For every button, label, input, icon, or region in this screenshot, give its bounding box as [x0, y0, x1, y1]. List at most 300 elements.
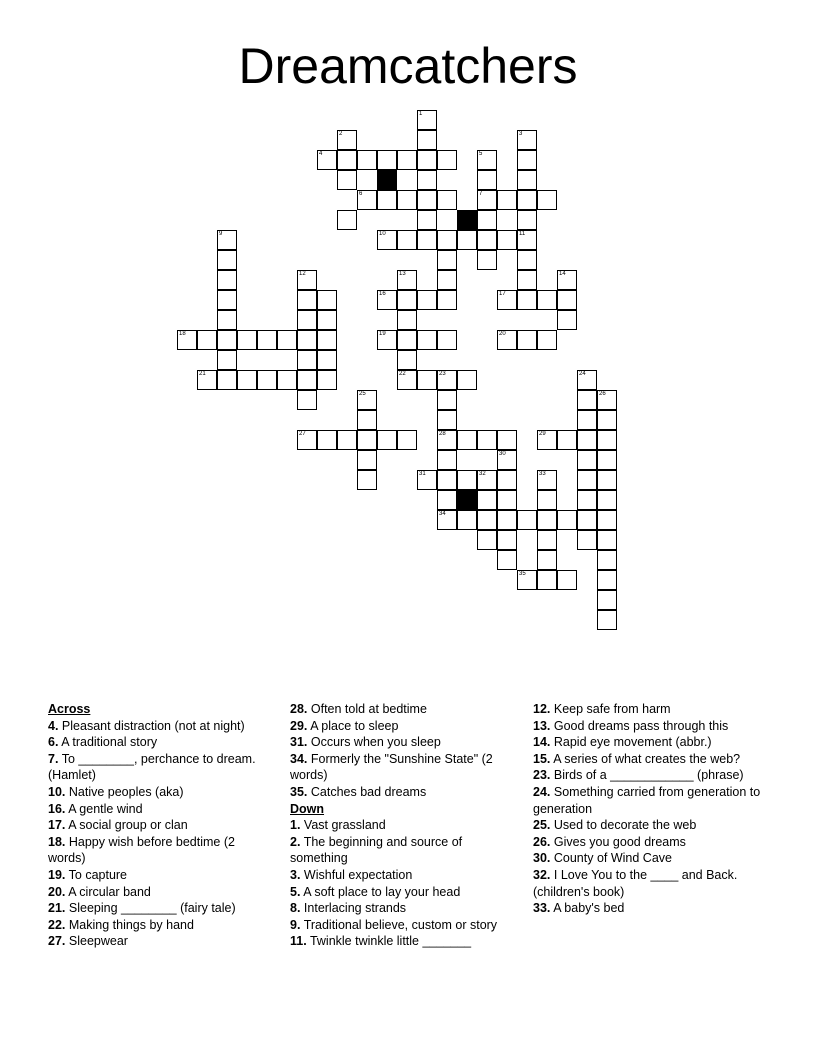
clue-number-label: 3. [290, 867, 301, 882]
grid-cell[interactable] [357, 450, 377, 470]
grid-cell[interactable] [297, 390, 317, 410]
grid-cell[interactable] [577, 450, 597, 470]
grid-cell[interactable] [457, 370, 477, 390]
grid-cell[interactable] [417, 130, 437, 150]
grid-cell[interactable] [597, 490, 617, 510]
clue-number: 34 [439, 511, 446, 517]
clue-number-label: 26. [533, 834, 551, 849]
clue-number: 31 [419, 471, 426, 477]
clue-number: 35 [519, 571, 526, 577]
clue-number-label: 29. [290, 718, 308, 733]
grid-cell[interactable] [497, 330, 517, 350]
grid-cell[interactable] [317, 150, 337, 170]
grid-cell[interactable] [337, 130, 357, 150]
grid-cell[interactable] [437, 270, 457, 290]
grid-cell[interactable] [417, 170, 437, 190]
clue-number: 10 [379, 231, 386, 237]
grid-cell[interactable] [597, 410, 617, 430]
grid-cell[interactable] [517, 290, 537, 310]
grid-cell[interactable] [437, 290, 457, 310]
clue-number-label: 12. [533, 702, 551, 716]
grid-cell[interactable] [437, 150, 457, 170]
grid-cell[interactable] [597, 590, 617, 610]
clue-item [290, 917, 518, 934]
clue-number-label: 18. [48, 834, 66, 849]
grid-cell[interactable] [457, 470, 477, 490]
clue-text: Sleeping ________ (fairy tale) [68, 901, 236, 916]
grid-cell[interactable] [337, 210, 357, 230]
clue-number: 21 [199, 371, 206, 377]
grid-cell[interactable] [457, 430, 477, 450]
down-heading: Down [290, 801, 325, 816]
grid-cell[interactable] [317, 350, 337, 370]
grid-cell[interactable] [597, 550, 617, 570]
grid-cell[interactable] [557, 510, 577, 530]
clue-item [533, 701, 773, 718]
clue-item [290, 933, 518, 950]
grid-cell[interactable] [337, 150, 357, 170]
clue-text: Native peoples (aka) [68, 784, 184, 799]
clue-item [290, 834, 518, 867]
grid-cell[interactable] [277, 370, 297, 390]
grid-cell[interactable] [477, 430, 497, 450]
grid-cell[interactable] [337, 170, 357, 190]
grid-cell[interactable] [397, 150, 417, 170]
clue-number-label: 34. [290, 751, 308, 766]
clue-number: 4 [319, 151, 323, 157]
grid-cell[interactable] [217, 250, 237, 270]
grid-cell[interactable] [217, 230, 237, 250]
clue-item [290, 701, 518, 718]
grid-cell[interactable] [477, 250, 497, 270]
clue-number: 26 [599, 391, 606, 397]
grid-cell[interactable] [217, 270, 237, 290]
clue-number: 29 [539, 431, 546, 437]
clue-number: 33 [539, 471, 546, 477]
grid-cell[interactable] [437, 390, 457, 410]
clue-item [533, 751, 773, 768]
clue-number: 32 [479, 471, 486, 477]
grid-cell[interactable] [397, 330, 417, 350]
clue-text: Catches bad dreams [310, 784, 427, 799]
grid-cell[interactable] [477, 190, 497, 210]
grid-cell[interactable] [437, 190, 457, 210]
grid-cell[interactable] [477, 490, 497, 510]
clue-number: 30 [499, 451, 506, 457]
clue-text: Interlacing strands [303, 901, 407, 916]
grid-cell[interactable] [397, 230, 417, 250]
clue-number: 6 [359, 191, 363, 197]
grid-cell[interactable] [577, 390, 597, 410]
clue-number-label: 23. [533, 768, 551, 783]
grid-cell[interactable] [537, 190, 557, 210]
clue-item [48, 801, 270, 818]
clue-number: 5 [479, 151, 483, 157]
grid-cell[interactable] [317, 290, 337, 310]
grid-cell[interactable] [297, 350, 317, 370]
clue-number-label: 28. [290, 702, 308, 716]
clue-number-label: 31. [290, 735, 308, 750]
clue-item [48, 734, 270, 751]
clue-text: Formerly the "Sunshine State" (2 words) [290, 751, 493, 783]
clue-number-label: 15. [533, 751, 551, 766]
grid-cell[interactable] [417, 230, 437, 250]
grid-cell[interactable] [217, 310, 237, 330]
grid-cell[interactable] [177, 330, 197, 350]
grid-cell[interactable] [497, 470, 517, 490]
grid-cell[interactable] [397, 370, 417, 390]
grid-cell[interactable] [517, 150, 537, 170]
grid-cell[interactable] [537, 330, 557, 350]
grid-cell[interactable] [377, 230, 397, 250]
grid-cell[interactable] [417, 210, 437, 230]
clue-item [48, 917, 270, 934]
grid-cell[interactable] [437, 510, 457, 530]
grid-cell[interactable] [317, 330, 337, 350]
clue-item [290, 784, 518, 801]
clue-text: Making things by hand [68, 917, 194, 932]
grid-cell[interactable] [597, 510, 617, 530]
grid-cell[interactable] [537, 290, 557, 310]
grid-cell[interactable] [377, 290, 397, 310]
grid-cell[interactable] [517, 570, 537, 590]
grid-cell[interactable] [557, 430, 577, 450]
grid-cell[interactable] [317, 310, 337, 330]
grid-cell[interactable] [557, 310, 577, 330]
clue-number: 7 [479, 191, 483, 197]
grid-cell[interactable] [377, 330, 397, 350]
grid-cell[interactable] [477, 510, 497, 530]
grid-cell[interactable] [577, 470, 597, 490]
clue-text: To capture [68, 867, 128, 882]
clues-column-3 [533, 701, 773, 917]
clue-number-label: 19. [48, 867, 66, 882]
grid-cell[interactable] [297, 330, 317, 350]
grid-cell[interactable] [557, 570, 577, 590]
clue-text: Birds of a ____________ (phrase) [553, 768, 744, 783]
clue-number-label: 35. [290, 784, 308, 799]
clue-number: 12 [299, 271, 306, 277]
grid-cell[interactable] [437, 430, 457, 450]
clue-number-label: 7. [48, 751, 59, 766]
grid-cell[interactable] [577, 430, 597, 450]
grid-cell[interactable] [517, 130, 537, 150]
grid-cell[interactable] [437, 410, 457, 430]
clue-text: Rapid eye movement (abbr.) [553, 735, 712, 750]
clue-number: 14 [559, 271, 566, 277]
grid-cell[interactable] [217, 290, 237, 310]
grid-cell[interactable] [377, 150, 397, 170]
grid-cell[interactable] [417, 370, 437, 390]
clue-text: The beginning and source of something [290, 834, 463, 866]
grid-cell[interactable] [457, 230, 477, 250]
grid-cell[interactable] [237, 370, 257, 390]
grid-cell[interactable] [577, 530, 597, 550]
grid-cell[interactable] [437, 450, 457, 470]
grid-cell[interactable] [197, 370, 217, 390]
clue-number: 3 [519, 131, 523, 137]
puzzle-title: Dreamcatchers [238, 38, 578, 94]
grid-cell[interactable] [577, 370, 597, 390]
clue-number: 24 [579, 371, 586, 377]
clue-item [290, 817, 518, 834]
clue-text: Used to decorate the web [553, 818, 697, 833]
clue-item [48, 751, 270, 784]
grid-cell[interactable] [297, 370, 317, 390]
clue-item [290, 884, 518, 901]
grid-cell[interactable] [457, 510, 477, 530]
grid-cell[interactable] [317, 430, 337, 450]
grid-cell[interactable] [257, 370, 277, 390]
clue-text: A series of what creates the web? [553, 751, 741, 766]
clue-text: Wishful expectation [303, 867, 413, 882]
clue-item [48, 817, 270, 834]
grid-cell[interactable] [597, 450, 617, 470]
clue-item [533, 850, 773, 867]
grid-cell[interactable] [357, 390, 377, 410]
clue-number: 27 [299, 431, 306, 437]
grid-cell[interactable] [297, 290, 317, 310]
grid-cell[interactable] [597, 430, 617, 450]
clue-number-label: 25. [533, 818, 551, 833]
clue-number: 18 [179, 331, 186, 337]
clue-number-label: 9. [290, 917, 301, 932]
clue-text: I Love You to the ____ and Back. (children's book) [533, 867, 738, 899]
clue-text: Sleepwear [68, 934, 128, 949]
down-clue-list [290, 817, 518, 950]
grid-cell[interactable] [397, 190, 417, 210]
clue-item [533, 784, 773, 817]
grid-cell[interactable] [357, 190, 377, 210]
grid-cell[interactable] [517, 250, 537, 270]
clue-number: 1 [419, 111, 423, 117]
across-heading: Across [48, 702, 91, 716]
clue-number-label: 13. [533, 718, 551, 733]
grid-cell[interactable] [517, 230, 537, 250]
clue-number-label: 8. [290, 901, 301, 916]
grid-cell[interactable] [557, 290, 577, 310]
clue-text: A circular band [68, 884, 151, 899]
clue-text: County of Wind Cave [553, 851, 672, 866]
clue-text: Twinkle twinkle little _______ [309, 934, 472, 949]
grid-cell[interactable] [417, 470, 437, 490]
clue-number: 13 [399, 271, 406, 277]
grid-cell[interactable] [317, 370, 337, 390]
grid-cell[interactable] [517, 270, 537, 290]
grid-cell[interactable] [497, 530, 517, 550]
grid-cell[interactable] [517, 210, 537, 230]
clue-number-label: 32. [533, 867, 551, 882]
clue-text: Keep safe from harm [553, 702, 671, 716]
black-cell [457, 210, 477, 230]
clue-number: 11 [519, 231, 526, 237]
grid-cell[interactable] [477, 210, 497, 230]
clue-number-label: 14. [533, 735, 551, 750]
grid-cell[interactable] [537, 470, 557, 490]
grid-cell[interactable] [437, 490, 457, 510]
grid-cell[interactable] [377, 190, 397, 210]
grid-cell[interactable] [477, 230, 497, 250]
grid-cell[interactable] [397, 430, 417, 450]
grid-cell[interactable] [557, 270, 577, 290]
grid-cell[interactable] [237, 330, 257, 350]
grid-cell[interactable] [497, 450, 517, 470]
clue-text: Often told at bedtime [310, 702, 427, 716]
clue-number: 19 [379, 331, 386, 337]
clues-column-2 [290, 701, 518, 950]
clue-number: 9 [219, 231, 223, 237]
clue-number: 17 [499, 291, 506, 297]
grid-cell[interactable] [437, 370, 457, 390]
grid-cell[interactable] [477, 470, 497, 490]
grid-cell[interactable] [437, 250, 457, 270]
clue-number-label: 27. [48, 934, 66, 949]
clue-item [290, 751, 518, 784]
grid-cell[interactable] [517, 190, 537, 210]
clue-item [533, 718, 773, 735]
clue-number-label: 22. [48, 917, 66, 932]
clue-number-label: 2. [290, 834, 301, 849]
grid-cell[interactable] [497, 550, 517, 570]
grid-cell[interactable] [377, 430, 397, 450]
clue-item [48, 933, 270, 950]
clue-item [533, 767, 773, 784]
grid-cell[interactable] [537, 430, 557, 450]
clue-item [48, 834, 270, 867]
clue-number-label: 4. [48, 718, 59, 733]
clue-number: 25 [359, 391, 366, 397]
grid-cell[interactable] [417, 110, 437, 130]
grid-cell[interactable] [437, 470, 457, 490]
clue-text: Pleasant distraction (not at night) [61, 718, 245, 733]
grid-cell[interactable] [577, 510, 597, 530]
clue-number: 22 [399, 371, 406, 377]
grid-cell[interactable] [597, 390, 617, 410]
across-clue-list-continued [290, 701, 518, 801]
grid-cell[interactable] [577, 490, 597, 510]
clue-number-label: 17. [48, 818, 66, 833]
clue-number-label: 10. [48, 784, 66, 799]
clue-number-label: 24. [533, 784, 551, 799]
clue-item [533, 817, 773, 834]
clue-number-label: 16. [48, 801, 66, 816]
grid-cell[interactable] [537, 570, 557, 590]
clue-number-label: 20. [48, 884, 66, 899]
grid-cell[interactable] [597, 530, 617, 550]
clue-number-label: 1. [290, 818, 301, 833]
grid-cell[interactable] [497, 490, 517, 510]
clue-item [290, 734, 518, 751]
grid-cell[interactable] [477, 150, 497, 170]
clue-text: To ________, perchance to dream. (Hamlet) [48, 751, 256, 783]
clue-text: A place to sleep [310, 718, 399, 733]
clue-item [48, 718, 270, 735]
clue-item [290, 900, 518, 917]
grid-cell[interactable] [297, 310, 317, 330]
clue-number-label: 6. [48, 735, 59, 750]
grid-cell[interactable] [257, 330, 277, 350]
clue-item [533, 834, 773, 851]
grid-cell[interactable] [397, 270, 417, 290]
clue-number-label: 11. [290, 934, 307, 949]
grid-cell[interactable] [497, 430, 517, 450]
grid-cell[interactable] [357, 430, 377, 450]
grid-cell[interactable] [477, 530, 497, 550]
grid-cell[interactable] [397, 290, 417, 310]
grid-cell[interactable] [597, 610, 617, 630]
grid-cell[interactable] [597, 570, 617, 590]
grid-cell[interactable] [437, 230, 457, 250]
grid-cell[interactable] [217, 330, 237, 350]
grid-cell[interactable] [517, 330, 537, 350]
grid-cell[interactable] [297, 430, 317, 450]
clue-text: A baby's bed [553, 901, 625, 916]
clue-number: 16 [379, 291, 386, 297]
clue-item [48, 784, 270, 801]
clue-text: Happy wish before bedtime (2 words) [48, 834, 235, 866]
grid-cell[interactable] [537, 550, 557, 570]
clue-text: A social group or clan [68, 818, 188, 833]
grid-cell[interactable] [477, 170, 497, 190]
clue-item [290, 718, 518, 735]
clue-text: Something carried from generation to generation [533, 784, 761, 816]
grid-cell[interactable] [297, 270, 317, 290]
grid-cell[interactable] [497, 230, 517, 250]
clue-number-label: 30. [533, 851, 551, 866]
grid-cell[interactable] [397, 310, 417, 330]
grid-cell[interactable] [357, 410, 377, 430]
grid-cell[interactable] [417, 150, 437, 170]
clue-number-label: 33. [533, 901, 551, 916]
grid-cell[interactable] [277, 330, 297, 350]
clue-number: 20 [499, 331, 506, 337]
grid-cell[interactable] [417, 190, 437, 210]
grid-cell[interactable] [497, 290, 517, 310]
grid-cell[interactable] [517, 510, 537, 530]
grid-cell[interactable] [497, 190, 517, 210]
grid-cell[interactable] [357, 150, 377, 170]
clue-item [48, 867, 270, 884]
grid-cell[interactable] [537, 530, 557, 550]
grid-cell[interactable] [417, 290, 437, 310]
clue-text: Traditional believe, custom or story [303, 917, 498, 932]
clue-text: Gives you good dreams [553, 834, 686, 849]
grid-cell[interactable] [497, 510, 517, 530]
black-cell [377, 170, 397, 190]
grid-cell[interactable] [197, 330, 217, 350]
grid-cell[interactable] [357, 470, 377, 490]
grid-cell[interactable] [397, 350, 417, 370]
grid-cell[interactable] [437, 330, 457, 350]
clues-column-1 [48, 701, 270, 950]
across-clue-list [48, 718, 270, 950]
down-clue-list-continued [533, 701, 773, 917]
grid-cell[interactable] [217, 350, 237, 370]
clue-text: A soft place to lay your head [303, 884, 461, 899]
clue-item [533, 734, 773, 751]
grid-cell[interactable] [517, 170, 537, 190]
grid-cell[interactable] [417, 330, 437, 350]
grid-cell[interactable] [217, 370, 237, 390]
grid-cell[interactable] [597, 470, 617, 490]
clue-item [533, 867, 773, 900]
clue-item [48, 884, 270, 901]
grid-cell[interactable] [577, 410, 597, 430]
grid-cell[interactable] [337, 430, 357, 450]
grid-cell[interactable] [537, 490, 557, 510]
clue-item [48, 900, 270, 917]
grid-cell[interactable] [537, 510, 557, 530]
